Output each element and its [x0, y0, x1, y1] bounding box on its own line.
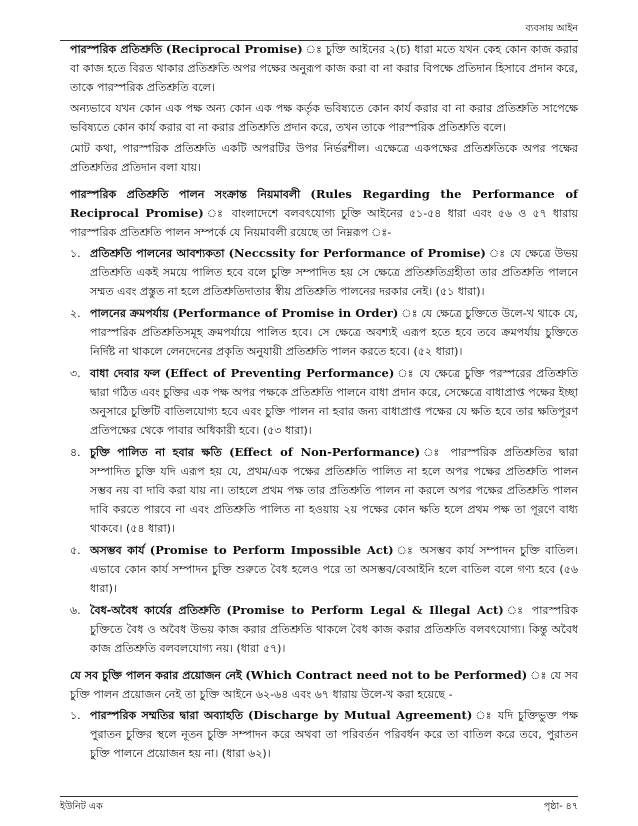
item-title-bn: পারস্পরিক সম্মতির দ্বারা অব্যাহতি — [90, 709, 244, 722]
item-number: ৫. — [70, 544, 81, 557]
paragraph-summary: মোট কথা, পারস্পরিক প্রতিশ্রুতি একটি অপরটির উপর নির্ভরশীল। এক্ষেত্রে একপক্ষের প্রতিশ্রুতিকে অপর পক্ষের প্রতিশ্রুতির প্রতিদান বলা যায়। — [70, 142, 578, 174]
paragraph-alternate-definition: অন্যভাবে যখন কোন এক পক্ষ অন্য কোন এক পক্ষ কর্তৃক ভবিষ্যতে কোন কার্য করার বা না করার প্রতিশ্রুতি সাপেক্ষে ভবিষ্যতে কোন কার্য করার বা না করার প্রতিশ্রুতি প্রদান করে, তখন তাকে পারস্পরিক প্রতিশ্রুতি বলে। — [70, 102, 578, 134]
item-title-bn: চুক্তি পালিত না হবার ক্ষতি — [90, 446, 222, 459]
list-item — [70, 443, 578, 538]
item-number: ৪. — [70, 446, 81, 459]
item-body: ঃ যদি চুক্তিভুক্ত পক্ষ পুরাতন চুক্তির স্থলে নূতন চুক্তি সম্পাদন করে অথবা তা পরিবর্তন পরিবর্ধন করে তা বাতিল করে তবে, পুরাতন চুক্তি পালনে প্রয়োজন হয় না। (ধারা ৬২)। — [90, 709, 578, 760]
item-title-en: (Effect of Preventing Performance) — [164, 366, 395, 380]
list-item — [70, 601, 578, 658]
item-number: ২. — [70, 307, 81, 320]
item-title-en: (Promise to Perform Legal & Illegal Act) — [226, 603, 504, 617]
item-text — [90, 443, 578, 538]
page-number: পৃষ্ঠা- ৪৭ — [543, 801, 578, 812]
term-bn: পারস্পরিক প্রতিশ্রুতি — [70, 43, 163, 56]
item-number: ৬. — [70, 604, 81, 617]
list-item — [70, 364, 578, 440]
section-rules-heading — [70, 185, 578, 242]
item-body: ঃ যে ক্ষেত্রে চুক্তি পরস্পরের প্রতিশ্রুতি দ্বারা গঠিত এবং চুক্তির এক পক্ষ অপর পক্ষকে প্রতিশ্রুতি পালনে বাধা প্রদান করে, সেক্ষেত্রে বাধাপ্রাপ্ত পক্ষের ইচ্ছা অনুসারে চুক্তিটি বাতিলযোগ্য হবে এবং চুক্তি পালন না হবার জন্য বাধাপ্রাপ্ত পক্ষের যে ক্ষতি হবে তার ক্ষতিপূরণ প্রতিপক্ষের থেকে পাবার অধিকারী হবে। (৫৩ ধারা)। — [90, 367, 578, 437]
paragraph-reciprocal-promise — [70, 40, 578, 97]
item-title-en: (Neccssity for Performance of Promise) — [228, 246, 486, 260]
item-title-bn: পালনের ক্রমপর্যায় — [90, 307, 169, 320]
item-number: ১. — [70, 709, 81, 722]
rules-list — [70, 244, 578, 658]
item-title-bn: অসম্ভব কার্য — [90, 544, 145, 557]
item-title-en: (Discharge by Mutual Agreement) — [247, 708, 473, 722]
item-text — [90, 364, 578, 440]
list-item — [70, 706, 578, 763]
page-header — [60, 22, 578, 41]
section-title-en: (Rules Regarding the Performance of Reciprocal Promise) — [70, 187, 578, 220]
page-footer — [60, 796, 578, 815]
page-content — [70, 40, 578, 766]
section-intro: ঃ বাংলাদেশে বলবৎযোগ্য চুক্তি আইনের ৫১-৫৪ ধারা এবং ৫৬ ও ৫৭ ধারায় পারস্পরিক প্রতিশ্রুতি পালন সম্পর্কে যে নিয়মাবলী রয়েছে তা নিম্নরূপ ঃ- — [70, 207, 578, 239]
item-body: ঃ যে ক্ষেত্রে চুক্তিতে উলে-খ থাকে যে, পারস্পরিক প্রতিশ্রুতিসমূহ ক্রমপর্যায়ে পালিত হবে। সে ক্ষেত্রে অবশ্যই এরূপ হতে হবে তবে ক্রমপর্যায় চুক্তিতে নির্দিষ্ট না থাকলে লেনদেনের প্রকৃতি অনুযায়ী প্রতিশ্রুতি পালন করতে হবে। (৫২ ধারা)। — [90, 307, 578, 358]
item-body: ঃ অসম্ভব কার্য সম্পাদন চুক্তি বাতিল। এভাবে কোন কার্য সম্পাদন চুক্তি শুরুতে বৈধ হলেও পরে তা অসম্ভব/বেআইনি হলে বাতিল বলে গণ্য হবে (৫৬ ধারা)। — [90, 544, 579, 595]
item-body: ঃ পারস্পরিক প্রতিশ্রুতির দ্বারা সম্পাদিত চুক্তি যদি এরূপ হয় যে, প্রথম/এক পক্ষের প্রতিশ্রুতি পালিত না হলে অপর পক্ষের প্রতিশ্রুতি পালন সম্ভব নয় বা দাবি করা যায় না। তাহলে প্রথম পক্ষ তার প্রতিশ্রুতি পালন না করলে অপর পক্ষের প্রতিশ্রুতি পালন দাবি করতে পারবে না এবং প্রতিশ্রুতি পালিত না হওয়ায় ২য় পক্ষের কোন ক্ষতি হলে প্রথম পক্ষ তা পূরণে বাধ্য থাকবে। (৫৪ ধারা)। — [90, 446, 579, 535]
list-item — [70, 541, 578, 598]
item-title-en: (Promise to Perform Impossible Act) — [149, 543, 394, 557]
item-number: ৩. — [70, 367, 81, 380]
section-title-bn: যে সব চুক্তি পালন করার প্রয়োজন নেই — [70, 669, 242, 682]
item-title-bn: প্রতিশ্রুতি পালনের আবশ্যকতা — [90, 247, 225, 260]
item-body: ঃ যে ক্ষেত্রে উভয় প্রতিশ্রুতি একই সময়ে পালিত হবে বলে চুক্তি সম্পাদিত হয় সে ক্ষেত্রে প্রতিশ্রুতিগ্রহীতা তার প্রতিশ্রুতি পালনে সম্মত এবং প্রস্তুত না হলে প্রতিশ্রুতিদাতার স্বীয় প্রতিশ্রুতি পালনের দরকার নেই। (৫১ ধারা)। — [90, 247, 579, 298]
section-title-en: (Which Contract need not to be Performed) — [245, 668, 528, 682]
item-text — [90, 601, 578, 658]
running-title: ব্যবসায় আইন — [525, 23, 578, 34]
paragraph-body: ঃ চুক্তি আইনের ২(চ) ধারা মতে যখন কেহ কোন কাজ করার বা কাজ হতে বিরত থাকার প্রতিশ্রুতি অপর পক্ষের অনুরূপ কাজ করা বা না করার বিপক্ষে প্রতিদান হিসাবে প্রদান করে, তাকে পারস্পরিক প্রতিশ্রুতি বলে। — [70, 43, 578, 94]
term-en: (Reciprocal Promise) — [165, 42, 303, 56]
item-title-bn: বাধা দেবার ফল — [90, 367, 161, 380]
footer-unit: ইউনিট এক — [60, 801, 103, 812]
list-item — [70, 304, 578, 361]
item-text — [90, 304, 578, 361]
item-title-bn: বৈধ-অবৈধ কার্যের প্রতিশ্রুতি — [90, 604, 221, 617]
list-item — [70, 244, 578, 301]
section-title-bn: পারস্পরিক প্রতিশ্রুতি পালন সংক্রান্ত নিয়মাবলী — [70, 188, 301, 201]
item-text — [90, 706, 578, 763]
section-intro: ঃ যে সব চুক্তি পালন প্রয়োজন নেই তা চুক্তি আইনে ৬২-৬৪ এবং ৬৭ ধারায় উলে-খ করা হয়েছে - — [70, 669, 578, 701]
item-text — [90, 541, 578, 598]
item-title-en: (Effect of Non-Performance) — [229, 445, 421, 459]
section-not-performed-heading — [70, 666, 578, 704]
item-title-en: (Performance of Promise in Order) — [172, 306, 399, 320]
item-number: ১. — [70, 247, 81, 260]
not-performed-list — [70, 706, 578, 763]
item-body: ঃ পারস্পরিক চুক্তিতে বৈধ ও অবৈধ উভয় কাজ করার প্রতিশ্রুতি থাকলে বৈধ কাজ করার প্রতিশ্রুতি বলবৎযোগ্য। কিন্তু অবৈধ কাজ প্রতিশ্রুতি বলবলযোগ্য নয়। (ধারা ৫৭)। — [90, 604, 578, 655]
item-text — [90, 244, 578, 301]
